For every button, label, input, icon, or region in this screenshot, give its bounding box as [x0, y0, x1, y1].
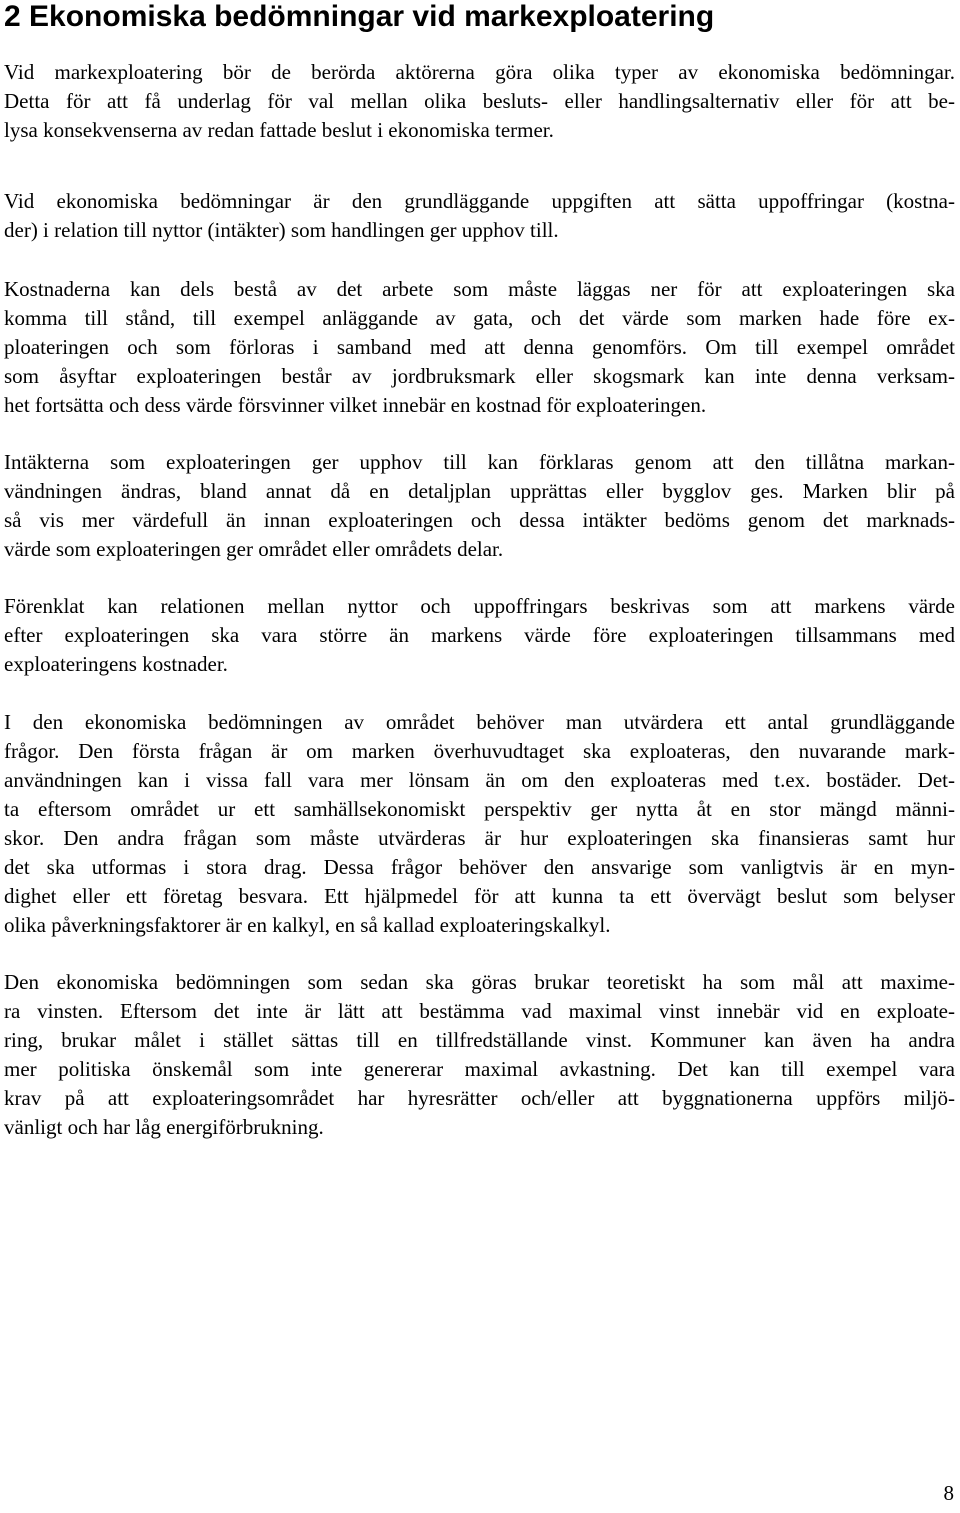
paragraph-line: krav på att exploateringsområdet har hyresrätter och/eller att byggnationerna uppförs miljö- [4, 1086, 955, 1110]
paragraph-line: Vid ekonomiska bedömningar är den grundläggande uppgiften att sätta uppoffringar (kostna- [4, 189, 955, 213]
paragraph-line: vändningen ändras, bland annat då en detaljplan upprättas eller bygglov ges. Marken blir på [4, 479, 955, 503]
paragraph-line: Detta för att få underlag för val mellan olika besluts- eller handlingsalternativ eller för att be- [4, 89, 955, 113]
paragraph-line: ploateringen och som förloras i samband med att denna genomförs. Om till exempel området [4, 335, 955, 359]
paragraph-1 [4, 58, 955, 145]
paragraph-line: Förenklat kan relationen mellan nyttor och uppoffringars beskrivas som att markens värde [4, 594, 955, 618]
paragraph-line: som åsyftar exploateringen består av jordbruksmark eller skogsmark kan inte denna verksam- [4, 364, 955, 388]
paragraph-line: Kostnaderna kan dels bestå av det arbete som måste läggas ner för att exploateringen ska [4, 277, 955, 301]
paragraph-line: så vis mer värdefull än innan exploateringen och dessa intäkter bedöms genom det marknads- [4, 508, 955, 532]
paragraph-3 [4, 275, 955, 420]
paragraph-line: komma till stånd, till exempel anläggande av gata, och det värde som marken hade före ex- [4, 306, 955, 330]
paragraph-line: Intäkterna som exploateringen ger upphov till kan förklaras genom att den tillåtna markan- [4, 450, 955, 474]
paragraph-4 [4, 448, 955, 564]
section-heading: 2 Ekonomiska bedömningar vid markexploatering [4, 0, 715, 33]
paragraph-line: dighet eller ett företag besvara. Ett hjälpmedel för att kunna ta ett övervägt beslut som belyser [4, 884, 955, 908]
paragraph-line: ring, brukar målet i stället sättas till en tillfredställande vinst. Kommuner kan även ha andra [4, 1028, 955, 1052]
paragraph-line: det ska utformas i stora drag. Dessa frågor behöver den ansvarige som vanligtvis är en myn- [4, 855, 955, 879]
paragraph-line: Den ekonomiska bedömningen som sedan ska göras brukar teoretiskt ha som mål att maxime- [4, 970, 955, 994]
paragraph-line: användningen kan i vissa fall vara mer lönsam än om den exploateras med t.ex. bostäder. Det- [4, 768, 955, 792]
paragraph-line: Vid markexploatering bör de berörda aktörerna göra olika typer av ekonomiska bedömningar. [4, 60, 955, 84]
paragraph-line: olika påverkningsfaktorer är en kalkyl, en så kallad exploateringskalkyl. [4, 913, 611, 937]
paragraph-line: het fortsätta och dess värde försvinner vilket innebär en kostnad för exploateringen. [4, 393, 707, 417]
paragraph-line: I den ekonomiska bedömningen av området behöver man utvärdera ett antal grundläggande [4, 710, 955, 734]
paragraph-line: mer politiska önskemål som inte genererar maximal avkastning. Det kan till exempel vara [4, 1057, 955, 1081]
paragraph-line: ta eftersom området ur ett samhällsekonomiskt perspektiv ger nytta åt en stor mängd männi- [4, 797, 955, 821]
paragraph-line: vänligt och har låg energiförbrukning. [4, 1115, 324, 1139]
page-number: 8 [943, 1481, 954, 1505]
paragraph-line: skor. Den andra frågan som måste utvärderas är hur exploateringen ska finansieras samt hur [4, 826, 955, 850]
paragraph-line: lysa konsekvenserna av redan fattade beslut i ekonomiska termer. [4, 118, 554, 142]
paragraph-line: värde som exploateringen ger området eller områdets delar. [4, 537, 504, 561]
paragraph-5 [4, 592, 955, 679]
paragraph-line: der) i relation till nyttor (intäkter) som handlingen ger upphov till. [4, 218, 559, 242]
paragraph-line: efter exploateringen ska vara större än markens värde före exploateringen tillsammans med [4, 623, 955, 647]
paragraph-line: exploateringens kostnader. [4, 652, 228, 676]
paragraph-7 [4, 968, 955, 1142]
paragraph-6 [4, 708, 955, 940]
paragraph-2 [4, 187, 955, 245]
paragraph-line: ra vinsten. Eftersom det inte är lätt att bestämma vad maximal vinst innebär vid en exploate- [4, 999, 955, 1023]
paragraph-line: frågor. Den första frågan är om marken överhuvudtaget ska exploateras, den nuvarande mark- [4, 739, 955, 763]
